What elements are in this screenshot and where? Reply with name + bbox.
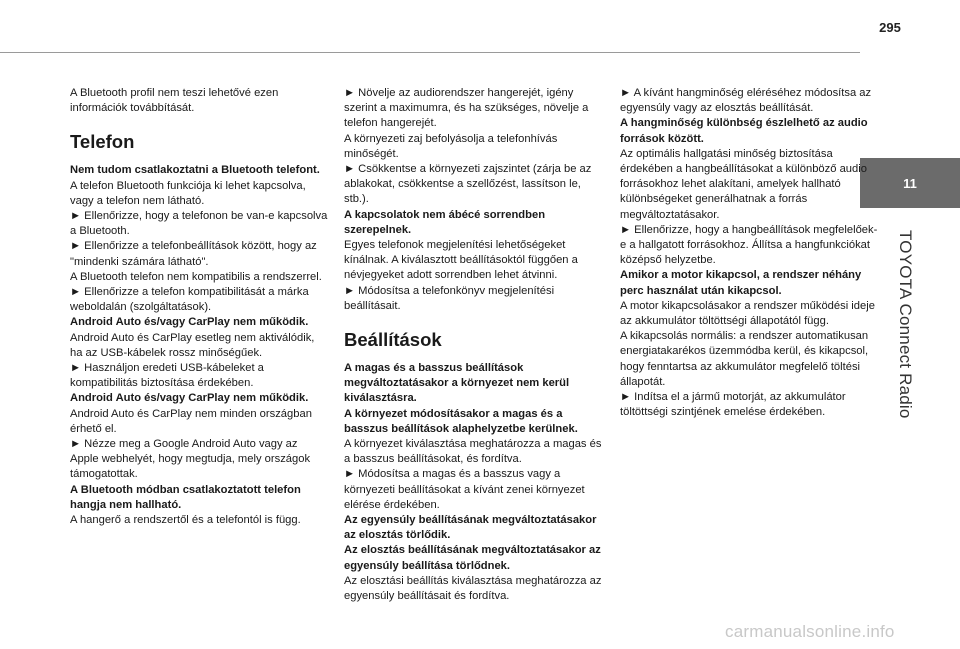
- paragraph: Android Auto és CarPlay nem minden országban érhető el.: [70, 407, 312, 435]
- question-heading: A Bluetooth módban csatlakoztatott telefon hangja nem hallható.: [70, 483, 301, 511]
- chapter-title: TOYOTA Connect Radio: [896, 230, 915, 419]
- question-heading: Android Auto és/vagy CarPlay nem működik.: [70, 316, 309, 329]
- paragraph: A Bluetooth profil nem teszi lehetővé ezen információk továbbítását.: [70, 87, 279, 115]
- paragraph: Az optimális hallgatási minőség biztosítása érdekében a hangbeállításokat a különböző audio forrásokhoz lehet alakítani, amelyek hallható különbségeket generálhatnak a forrás megváltoztatásakor.: [620, 147, 867, 221]
- question-heading: Az egyensúly beállításának megváltoztatásakor az elosztás törlődik.: [344, 514, 597, 542]
- question-heading: A kapcsolatok nem ábécé sorrendben szerepelnek.: [344, 208, 546, 236]
- paragraph: ► Növelje az audiorendszer hangerejét, igény szerint a maximumra, és ha szükséges, növelje a telefon hangerejét.: [344, 87, 589, 130]
- paragraph: ► Indítsa el a jármű motorját, az akkumulátor töltöttségi szintjének emelése érdekében.: [620, 391, 846, 419]
- header-rule: [0, 52, 860, 53]
- page-number: 295: [879, 20, 901, 35]
- section-heading: Beállítások: [344, 329, 442, 351]
- paragraph: A hangerő a rendszertől és a telefontól is függ.: [70, 514, 301, 527]
- question-heading: Amikor a motor kikapcsol, a rendszer néhány perc használat után kikapcsol.: [620, 269, 862, 297]
- paragraph: ► Ellenőrizze a telefonbeállítások között, hogy az "mindenki számára látható".: [70, 240, 317, 268]
- paragraph: A környezet kiválasztása meghatározza a magas és a basszus beállításokat, és fordítva.: [344, 438, 602, 466]
- paragraph: ► Módosítsa a magas és a basszus vagy a környezeti beállításokat a kívánt zenei környezet elérése érdekében.: [344, 468, 585, 511]
- question-heading: A magas és a basszus beállítások megváltoztatásakor a környezet nem kerül kiválasztásra.: [344, 362, 570, 405]
- paragraph: ► Nézze meg a Google Android Auto vagy az Apple webhelyét, hogy megtudja, mely országok támogatottak.: [70, 438, 311, 481]
- section-heading: Telefon: [70, 131, 135, 153]
- text-column-1: [70, 86, 328, 528]
- chapter-number: 11: [903, 175, 917, 191]
- paragraph: A környezeti zaj befolyásolja a telefonhívás minőségét.: [344, 132, 558, 160]
- text-column-2: [344, 86, 602, 604]
- paragraph: A motor kikapcsolásakor a rendszer működési ideje az akkumulátor töltöttségi állapotától függ.: [620, 299, 875, 328]
- paragraph: ► Ellenőrizze, hogy a hangbeállítások megfelelőek-e a hallgatott forrásokhoz. Állítsa a hangfunkciókat középső helyzetbe.: [620, 223, 878, 267]
- question-heading: Android Auto és/vagy CarPlay nem működik.: [70, 392, 309, 405]
- question-heading: A környezet módosításakor a magas és a basszus beállítások alaphelyzetbe kerülnek.: [344, 407, 578, 435]
- paragraph: A telefon Bluetooth funkciója ki lehet kapcsolva, vagy a telefon nem látható.: [70, 179, 306, 207]
- paragraph: Egyes telefonok megjelenítési lehetőségeket kínálnak. A kiválasztott beállításoktól függően a névjegyeket adott sorrendben lehet átvinni.: [344, 239, 578, 282]
- paragraph: ► Használjon eredeti USB-kábeleket a kompatibilitás biztosítása érdekében.: [70, 362, 264, 390]
- paragraph: A kikapcsolás normális: a rendszer automatikusan energiatakarékos üzemmódba kerül, és kikapcsol, hogy fenntartsa az akkumulátor megfelelő töltési állapotát.: [620, 330, 869, 388]
- paragraph: ► Módosítsa a telefonkönyv megjelenítési beállításait.: [344, 284, 555, 312]
- text-column-3: [620, 86, 878, 420]
- paragraph: Az elosztási beállítás kiválasztása meghatározza az egyensúly beállításait és fordítva.: [344, 574, 602, 603]
- paragraph: ► A kívánt hangminőség eléréséhez módosítsa az egyensúly vagy az elosztás beállítását.: [620, 87, 872, 115]
- paragraph: ► Csökkentse a környezeti zajszintet (zárja be az ablakokat, csökkentse a szellőzést, lassítson le, stb.).: [344, 163, 592, 206]
- question-heading: Az elosztás beállításának megváltoztatásakor az egyensúly beállítása törlődnek.: [344, 544, 601, 572]
- question-heading: Nem tudom csatlakoztatni a Bluetooth telefont.: [70, 164, 320, 177]
- paragraph: ► Ellenőrizze a telefon kompatibilitását a márka weboldalán (szolgáltatások).: [70, 286, 309, 314]
- paragraph: A Bluetooth telefon nem kompatibilis a rendszerrel.: [70, 270, 322, 283]
- watermark: carmanualsonline.info: [725, 622, 895, 641]
- paragraph: ► Ellenőrizze, hogy a telefonon be van-e kapcsolva a Bluetooth.: [70, 210, 328, 238]
- question-heading: A hangminőség különbség észlelhető az audio források között.: [620, 117, 868, 145]
- paragraph: Android Auto és CarPlay esetleg nem aktiválódik, ha az USB-kábelek rossz minőségűek.: [70, 331, 315, 359]
